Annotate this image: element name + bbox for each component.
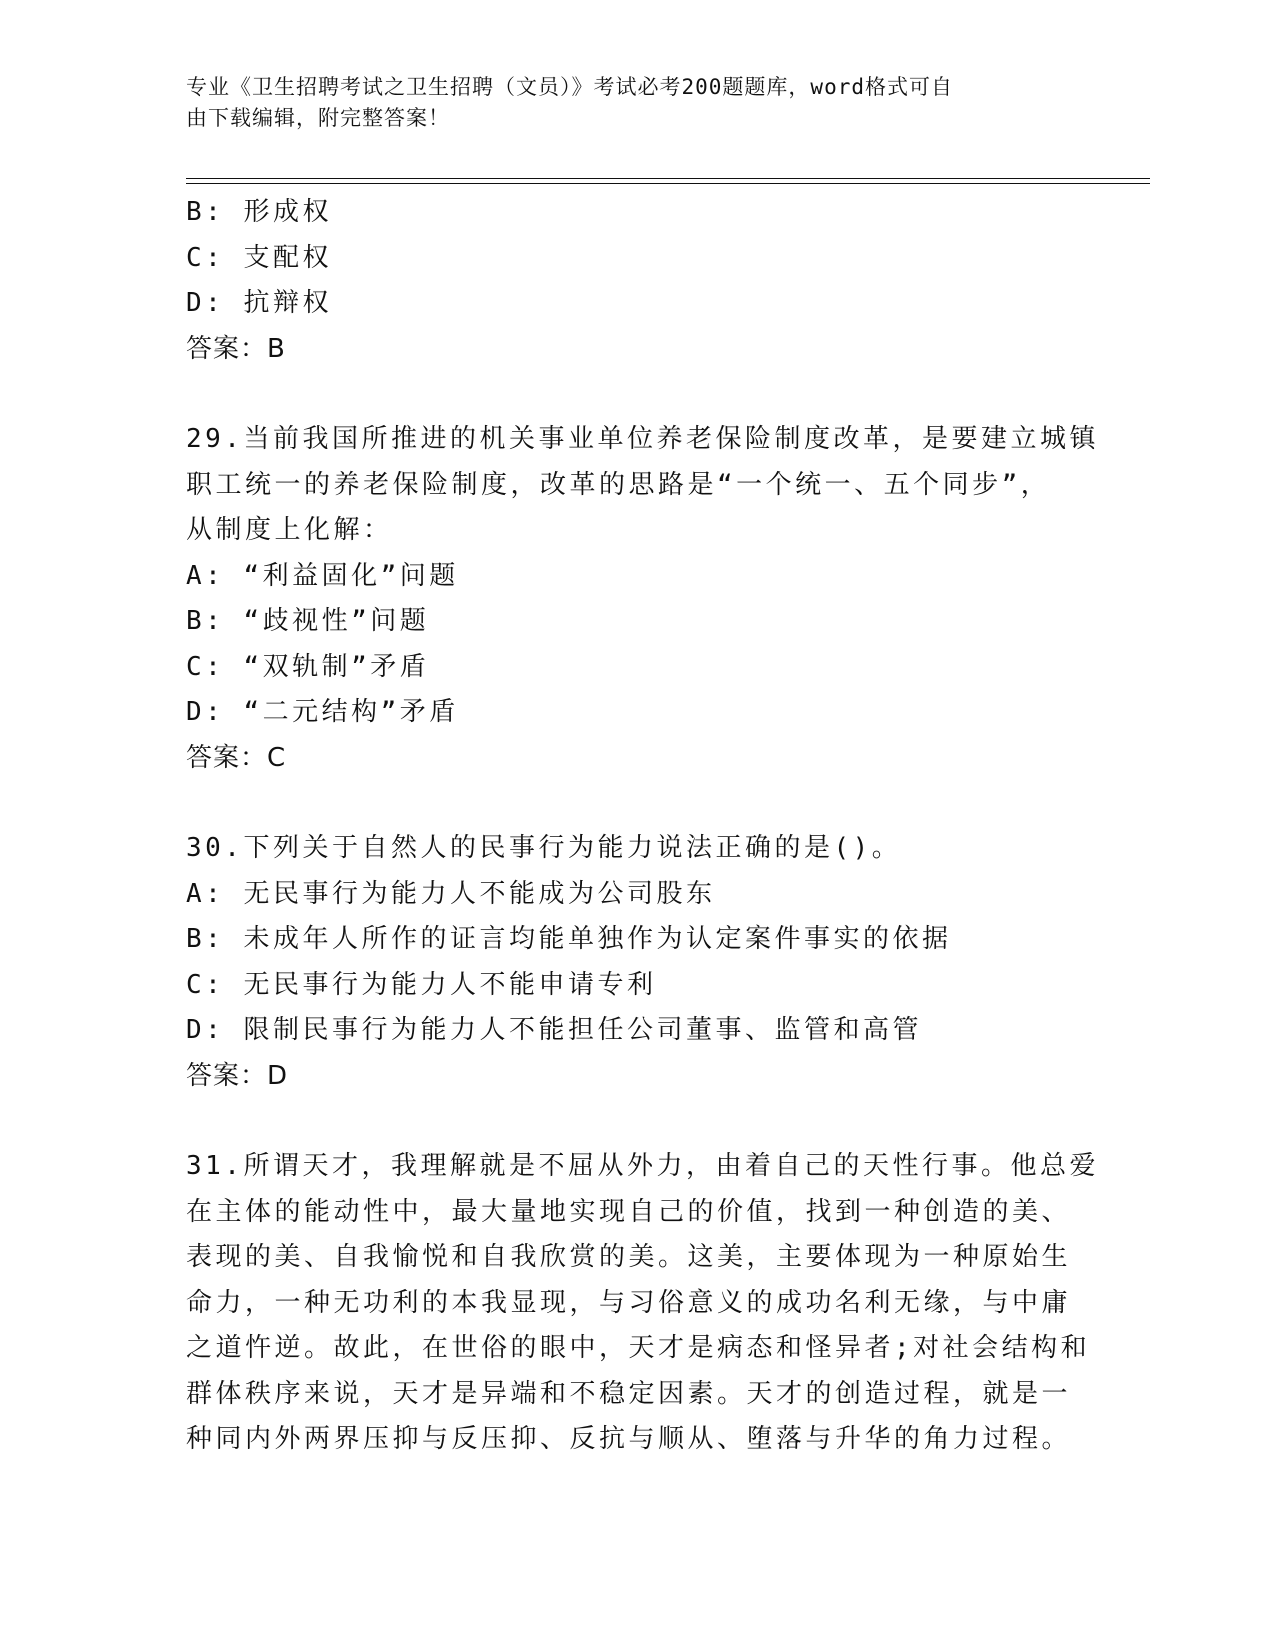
header-divider-top: [186, 178, 1150, 179]
q31-stem-line-7: 种同内外两界压抑与反压抑、反抗与顺从、堕落与升华的角力过程。: [186, 1424, 1072, 1454]
q30-option-a: A: 无民事行为能力人不能成为公司股东: [186, 878, 716, 909]
q29-answer-value: C: [267, 742, 286, 773]
document-body: [186, 190, 1099, 1463]
q31-stem-line-5: 之道忤逆。故此，在世俗的眼中，天才是病态和怪异者;对社会结构和: [186, 1333, 1091, 1363]
q30-option-c: C: 无民事行为能力人不能申请专利: [186, 969, 657, 1000]
q31-stem-line-3: 表现的美、自我愉悦和自我欣赏的美。这美，主要体现为一种原始生: [186, 1242, 1072, 1272]
q28-option-b: B: 形成权: [186, 197, 332, 227]
header-divider-bottom: [186, 183, 1150, 184]
q29-stem-line-2: 职工统一的养老保险制度，改革的思路是“一个统一、五个同步”，: [186, 469, 1051, 500]
q28-option-d: D: 抗辩权: [186, 288, 332, 318]
question-30: [186, 826, 1086, 1099]
q29-answer: [186, 736, 1086, 782]
document-header: [186, 72, 1066, 134]
question-31: [186, 1144, 1099, 1463]
q30-stem-line-1: 30.下列关于自然人的民事行为能力说法正确的是()。: [186, 833, 902, 863]
answer-label: 答案：: [186, 742, 268, 773]
question-29: [186, 417, 1099, 781]
q31-stem-line-2: 在主体的能动性中，最大量地实现自己的价值，找到一种创造的美、: [186, 1196, 1072, 1227]
q31-stem-line-1: 31.所谓天才，我理解就是不屈从外力，由着自己的天性行事。他总爱: [186, 1151, 1099, 1181]
q28-answer: [186, 327, 1086, 373]
q29-option-c: C: “双轨制”矛盾: [186, 651, 430, 682]
q30-option-d: D: 限制民事行为能力人不能担任公司董事、监管和高管: [186, 1015, 922, 1045]
q31-stem-line-6: 群体秩序来说，天才是异端和不稳定因素。天才的创造过程，就是一: [186, 1378, 1072, 1409]
answer-label: 答案：: [186, 1060, 268, 1091]
q29-stem-line-1: 29.当前我国所推进的机关事业单位养老保险制度改革，是要建立城镇: [186, 424, 1099, 454]
q29-option-b: B: “歧视性”问题: [186, 606, 430, 636]
q29-option-a: A: “利益固化”问题: [186, 560, 459, 591]
answer-label: 答案：: [186, 333, 268, 364]
q28-option-c: C: 支配权: [186, 242, 332, 273]
q29-option-d: D: “二元结构”矛盾: [186, 697, 459, 727]
header-line-2: 由下载编辑，附完整答案！: [186, 106, 450, 130]
q30-answer-value: D: [267, 1060, 288, 1091]
q31-stem-line-4: 命力，一种无功利的本我显现，与习俗意义的成功名利无缘，与中庸: [186, 1287, 1072, 1318]
q29-stem-line-3: 从制度上化解：: [186, 515, 393, 545]
q30-option-b: B: 未成年人所作的证言均能单独作为认定案件事实的依据: [186, 924, 952, 954]
header-line-1: 专业《卫生招聘考试之卫生招聘（文员）》考试必考200题题库，word格式可自: [186, 75, 953, 99]
q28-answer-value: B: [267, 333, 285, 364]
question-28: [186, 190, 1086, 372]
q30-answer: [186, 1054, 1086, 1100]
